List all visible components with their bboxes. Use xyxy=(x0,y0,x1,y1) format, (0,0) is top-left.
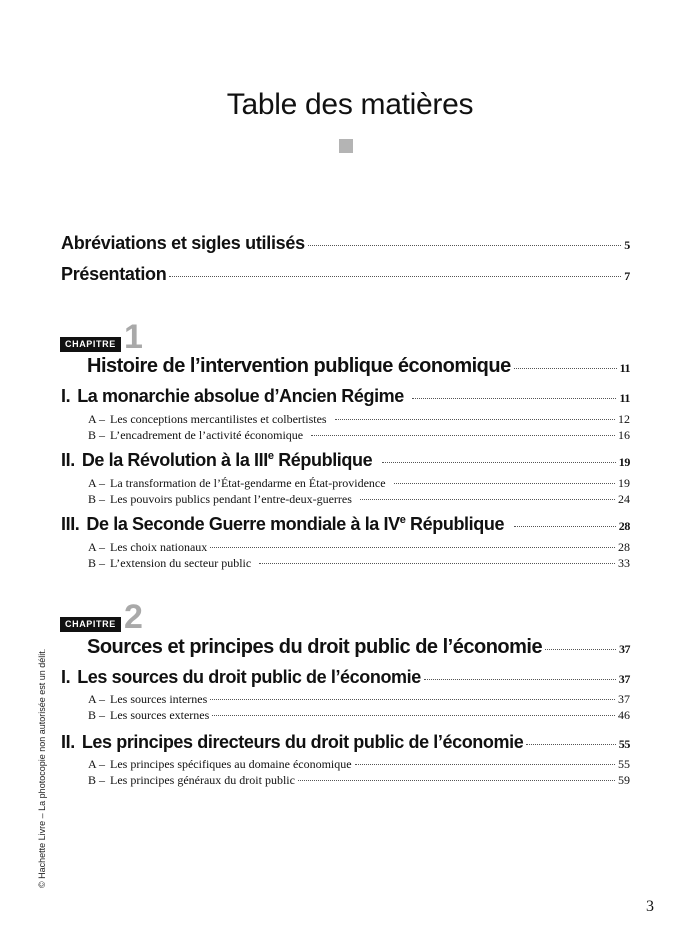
subsection-title: Les sources internes xyxy=(110,692,208,706)
toc-page-number: 37 xyxy=(618,692,630,706)
section-heading xyxy=(61,450,372,471)
chapter-badge: CHAPITRE xyxy=(60,337,121,352)
subsection-label xyxy=(88,556,251,571)
section-title: Les principes directeurs du droit public de l’économie xyxy=(81,732,524,752)
title-ornament xyxy=(339,139,353,153)
subsection-letter: B – xyxy=(88,708,106,722)
subsection-label xyxy=(88,708,209,723)
toc-page-number: 19 xyxy=(618,476,630,490)
leader-dots xyxy=(394,482,615,484)
chapter-title-entry[interactable] xyxy=(87,355,630,378)
toc-page-number: 28 xyxy=(618,540,630,554)
chapter-title-entry[interactable] xyxy=(87,636,630,659)
toc-entry-label: Présentation xyxy=(61,264,167,284)
leader-dots xyxy=(210,546,615,548)
leader-dots xyxy=(210,698,615,700)
section-number: III. xyxy=(61,514,80,534)
section-entry[interactable] xyxy=(61,667,630,688)
toc-page-number: 12 xyxy=(618,412,630,426)
toc-entry-label: Abréviations et sigles utilisés xyxy=(61,233,305,253)
subsection-label xyxy=(88,412,327,427)
section-entry[interactable] xyxy=(61,386,630,407)
subsection-entry[interactable] xyxy=(88,540,630,555)
toc-page-number: 7 xyxy=(624,269,630,283)
toc-entry-presentation[interactable] xyxy=(61,264,630,285)
chapter-number: 1 xyxy=(124,318,143,356)
leader-dots xyxy=(335,418,615,420)
subsection-letter: A – xyxy=(88,412,106,426)
leader-dots xyxy=(526,743,615,745)
toc-page-number: 55 xyxy=(618,757,630,771)
section-title: De la Seconde Guerre mondiale à la IV xyxy=(86,514,400,534)
subsection-title: Les sources externes xyxy=(110,708,210,722)
leader-dots xyxy=(545,648,616,650)
subsection-title: Les conceptions mercantilistes et colbertistes xyxy=(110,412,327,426)
section-title: La monarchie absolue d’Ancien Régime xyxy=(77,386,404,406)
chapter-title: Sources et principes du droit public de l’économie xyxy=(87,636,543,658)
page-title: Table des matières xyxy=(226,88,474,121)
leader-dots xyxy=(360,498,615,500)
toc-page-number: 37 xyxy=(618,672,630,686)
leader-dots xyxy=(308,244,622,246)
toc-page-number: 37 xyxy=(619,642,630,656)
section-heading xyxy=(61,386,404,407)
leader-dots xyxy=(382,461,616,463)
subsection-title: L’encadrement de l’activité économique xyxy=(110,428,304,442)
subsection-letter: B – xyxy=(88,492,106,506)
leader-dots xyxy=(355,763,615,765)
section-heading xyxy=(61,732,523,753)
leader-dots xyxy=(424,678,616,680)
toc-page-number: 16 xyxy=(618,428,630,442)
section-number: I. xyxy=(61,667,71,687)
subsection-title: La transformation de l’État-gendarme en État-providence xyxy=(110,476,386,490)
toc-page-number: 24 xyxy=(618,492,630,506)
leader-dots xyxy=(212,714,615,716)
leader-dots xyxy=(298,779,615,781)
chapter-number: 2 xyxy=(124,598,143,636)
toc-page-number: 55 xyxy=(618,737,630,751)
subsection-letter: B – xyxy=(88,556,106,570)
subsection-letter: A – xyxy=(88,476,106,490)
subsection-entry[interactable] xyxy=(88,556,630,571)
subsection-title: L’extension du secteur public xyxy=(110,556,252,570)
subsection-label xyxy=(88,428,303,443)
toc-page-number: 28 xyxy=(618,519,630,533)
chapter-title: Histoire de l’intervention publique économique xyxy=(87,355,511,377)
superscript: e xyxy=(267,450,274,462)
subsection-label xyxy=(88,492,352,507)
subsection-title: Les pouvoirs publics pendant l’entre-deux-guerres xyxy=(110,492,352,506)
leader-dots xyxy=(514,525,616,527)
section-title-suffix: République xyxy=(273,450,373,470)
subsection-letter: B – xyxy=(88,428,106,442)
subsection-letter: A – xyxy=(88,692,106,706)
subsection-label xyxy=(88,476,386,491)
subsection-entry[interactable] xyxy=(88,692,630,707)
superscript: e xyxy=(399,514,406,526)
subsection-label xyxy=(88,757,352,772)
subsection-label xyxy=(88,692,207,707)
subsection-title: Les principes spécifiques au domaine économique xyxy=(110,757,352,771)
subsection-title: Les principes généraux du droit public xyxy=(110,773,295,787)
copyright-notice: © Hachette Livre – La photocopie non autorisée est un délit. xyxy=(37,648,47,888)
toc-page-number: 11 xyxy=(619,391,630,405)
section-number: II. xyxy=(61,450,75,470)
toc-page-number: 11 xyxy=(619,361,630,375)
subsection-entry[interactable] xyxy=(88,476,630,491)
leader-dots xyxy=(311,434,615,436)
subsection-letter: A – xyxy=(88,757,106,771)
section-heading xyxy=(61,514,504,535)
leader-dots xyxy=(169,275,621,277)
section-entry[interactable] xyxy=(61,514,630,535)
toc-page-number: 19 xyxy=(618,455,630,469)
toc-entry-abreviations[interactable] xyxy=(61,233,630,254)
toc-page-number: 46 xyxy=(618,708,630,722)
leader-dots xyxy=(259,562,615,564)
toc-page-number: 33 xyxy=(618,556,630,570)
subsection-entry[interactable] xyxy=(88,757,630,772)
subsection-letter: A – xyxy=(88,540,106,554)
toc-page-number: 5 xyxy=(624,238,630,252)
page-number: 3 xyxy=(646,898,654,915)
leader-dots xyxy=(412,397,617,399)
subsection-letter: B – xyxy=(88,773,106,787)
section-number: I. xyxy=(61,386,71,406)
section-entry[interactable] xyxy=(61,732,630,753)
subsection-label xyxy=(88,540,207,555)
section-title: De la Révolution à la III xyxy=(81,450,268,470)
section-number: II. xyxy=(61,732,75,752)
subsection-entry[interactable] xyxy=(88,773,630,788)
subsection-entry[interactable] xyxy=(88,412,630,427)
section-entry[interactable] xyxy=(61,450,630,471)
toc-page-number: 59 xyxy=(618,773,630,787)
section-title: Les sources du droit public de l’économie xyxy=(77,667,421,687)
subsection-title: Les choix nationaux xyxy=(110,540,208,554)
subsection-entry[interactable] xyxy=(88,492,630,507)
leader-dots xyxy=(514,367,617,369)
subsection-entry[interactable] xyxy=(88,428,630,443)
subsection-entry[interactable] xyxy=(88,708,630,723)
section-title-suffix: République xyxy=(405,514,505,534)
subsection-label xyxy=(88,773,295,788)
section-heading xyxy=(61,667,421,688)
chapter-badge: CHAPITRE xyxy=(60,617,121,632)
